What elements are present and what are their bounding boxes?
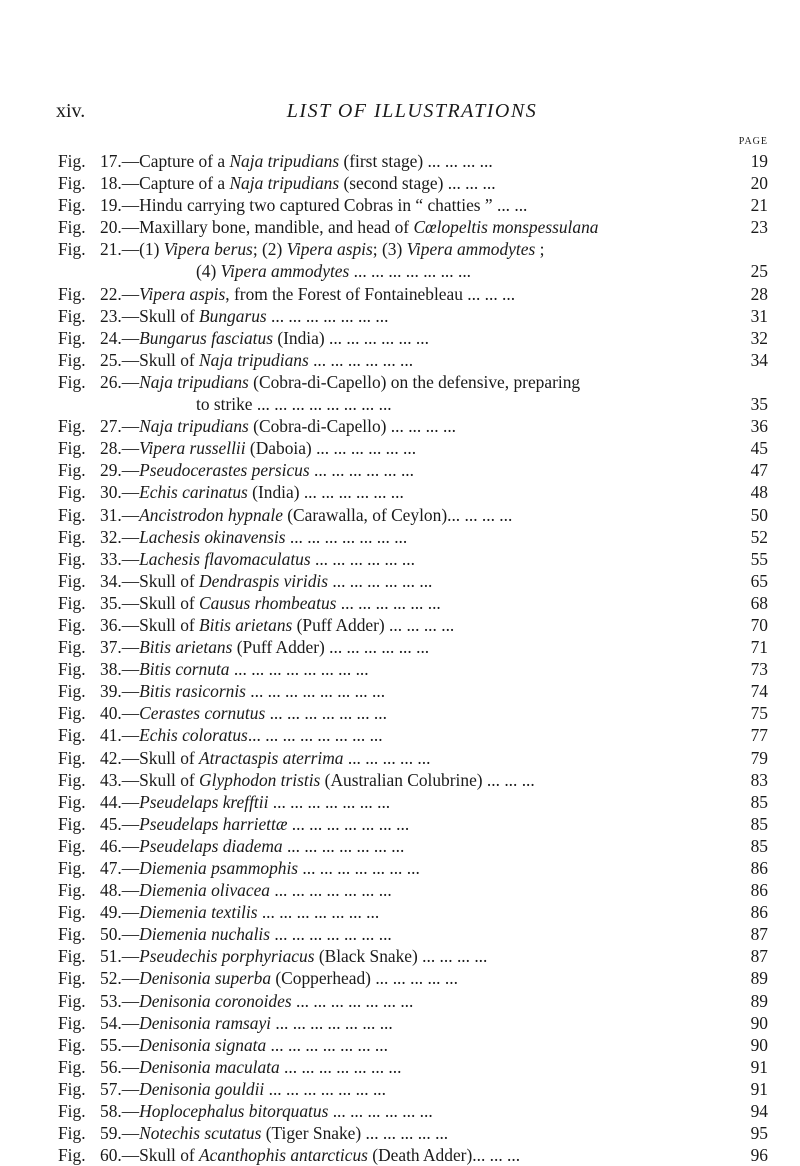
page-ref: 94 bbox=[750, 1101, 768, 1122]
entry-text: 32.—Lachesis okinavensis ... ... ... ... ... ... ... bbox=[100, 526, 408, 547]
page-ref: 79 bbox=[750, 747, 768, 768]
list-item bbox=[58, 481, 768, 503]
entry-text: 20.—Maxillary bone, mandible, and head of Cœlopeltis monspessulana bbox=[100, 217, 599, 238]
list-item bbox=[58, 216, 768, 238]
page-ref: 45 bbox=[750, 438, 768, 459]
page-ref: 36 bbox=[750, 416, 768, 437]
fig-label: Fig. bbox=[58, 924, 86, 945]
page-ref: 91 bbox=[750, 1078, 768, 1099]
fig-label: Fig. bbox=[58, 438, 86, 459]
page-ref: 77 bbox=[750, 725, 768, 746]
entry-text: 52.—Denisonia superba (Copperhead) ... ... ... ... ... bbox=[100, 968, 458, 989]
entry-text: 31.—Ancistrodon hypnale (Carawalla, of Ceylon)... ... ... ... bbox=[100, 504, 513, 525]
page-ref: 28 bbox=[750, 283, 768, 304]
fig-label: Fig. bbox=[58, 1145, 86, 1166]
page-ref: 87 bbox=[750, 924, 768, 945]
fig-label: Fig. bbox=[58, 946, 86, 967]
list-item bbox=[58, 747, 768, 769]
fig-label: Fig. bbox=[58, 990, 86, 1011]
list-item bbox=[58, 1034, 768, 1056]
page-ref bbox=[738, 371, 768, 393]
fig-label: Fig. bbox=[58, 239, 86, 260]
entry-text: 37.—Bitis arietans (Puff Adder) ... ... ... ... ... ... bbox=[100, 637, 430, 658]
fig-label: Fig. bbox=[58, 327, 86, 348]
list-item bbox=[58, 283, 768, 305]
page-ref: 52 bbox=[750, 526, 768, 547]
entry-text: 39.—Bitis rasicornis ... ... ... ... ... ... ... ... bbox=[100, 681, 386, 702]
fig-label: Fig. bbox=[58, 195, 86, 216]
list-item bbox=[58, 702, 768, 724]
fig-label: Fig. bbox=[58, 902, 86, 923]
entry-text: 21.—(1) Vipera berus; (2) Vipera aspis; (3) Vipera ammodytes ; bbox=[100, 239, 545, 260]
list-item bbox=[58, 1078, 768, 1100]
list-item bbox=[58, 415, 768, 437]
list-item bbox=[58, 879, 768, 901]
list-item bbox=[58, 327, 768, 349]
fig-label: Fig. bbox=[58, 173, 86, 194]
page-ref: 73 bbox=[750, 659, 768, 680]
entry-text: 56.—Denisonia maculata ... ... ... ... ... ... ... bbox=[100, 1056, 402, 1077]
fig-label: Fig. bbox=[58, 283, 86, 304]
list-item bbox=[58, 636, 768, 658]
list-item bbox=[58, 680, 768, 702]
list-item bbox=[58, 769, 768, 791]
list-item bbox=[58, 658, 768, 680]
list-item bbox=[58, 1012, 768, 1034]
list-item bbox=[58, 526, 768, 548]
fig-label: Fig. bbox=[58, 835, 86, 856]
list-item bbox=[58, 459, 768, 481]
page-ref: 90 bbox=[750, 1034, 768, 1055]
list-item bbox=[58, 172, 768, 194]
entry-text: (4) Vipera ammodytes ... ... ... ... ... ... ... bbox=[196, 261, 472, 282]
page-ref: 47 bbox=[750, 460, 768, 481]
list-item bbox=[58, 813, 768, 835]
entry-text: 47.—Diemenia psammophis ... ... ... ... ... ... ... bbox=[100, 858, 420, 878]
fig-label: Fig. bbox=[58, 791, 86, 812]
list-item bbox=[58, 305, 768, 327]
list-item bbox=[58, 614, 768, 636]
fig-label: Fig. bbox=[58, 769, 86, 790]
fig-label: Fig. bbox=[58, 747, 86, 768]
list-item bbox=[58, 967, 768, 989]
fig-label: Fig. bbox=[58, 548, 86, 569]
page-ref: 68 bbox=[750, 592, 768, 613]
entry-text: 50.—Diemenia nuchalis ... ... ... ... ... ... ... bbox=[100, 924, 392, 945]
fig-label: Fig. bbox=[58, 1056, 86, 1077]
list-item bbox=[58, 437, 768, 459]
page-ref: 86 bbox=[750, 858, 768, 878]
running-title: LIST OF ILLUSTRATIONS bbox=[286, 100, 538, 122]
page-ref: 90 bbox=[750, 1012, 768, 1033]
page-ref: 32 bbox=[750, 327, 768, 348]
list-item bbox=[58, 349, 768, 371]
entry-text: 60.—Skull of Acanthophis antarcticus (Death Adder)... ... ... bbox=[100, 1145, 521, 1166]
page-ref bbox=[738, 238, 768, 260]
fig-label: Fig. bbox=[58, 349, 86, 370]
entry-text: 58.—Hoplocephalus bitorquatus ... ... ... ... ... ... bbox=[100, 1101, 433, 1122]
page-ref: 19 bbox=[750, 151, 768, 171]
page-ref: 89 bbox=[750, 968, 768, 989]
entry-text: 35.—Skull of Causus rhombeatus ... ... ... ... ... ... bbox=[100, 592, 441, 613]
entry-text: 19.—Hindu carrying two captured Cobras in “ chatties ” ... ... bbox=[100, 195, 528, 216]
fig-label: Fig. bbox=[58, 1123, 86, 1144]
entry-text: 18.—Capture of a Naja tripudians (second stage) ... ... ... bbox=[100, 173, 496, 194]
fig-label: Fig. bbox=[58, 659, 86, 680]
entry-text: 59.—Notechis scutatus (Tiger Snake) ... ... ... ... ... bbox=[100, 1123, 449, 1144]
entry-text: 46.—Pseudelaps diadema ... ... ... ... ... ... ... bbox=[100, 835, 405, 856]
page-ref: 89 bbox=[750, 990, 768, 1011]
list-item bbox=[58, 724, 768, 746]
page-ref: 74 bbox=[750, 681, 768, 702]
entry-text: 45.—Pseudelaps harriettæ ... ... ... ... ... ... ... bbox=[100, 813, 410, 834]
entry-text: 28.—Vipera russellii (Daboia) ... ... ... ... ... ... bbox=[100, 438, 417, 459]
illustration-list bbox=[58, 150, 768, 1166]
page-ref: 85 bbox=[750, 791, 768, 812]
fig-label: Fig. bbox=[58, 416, 86, 437]
fig-label: Fig. bbox=[58, 217, 86, 238]
page-ref: 86 bbox=[750, 880, 768, 901]
list-item-continuation bbox=[58, 393, 768, 415]
fig-label: Fig. bbox=[58, 1012, 86, 1033]
page-ref: 55 bbox=[750, 548, 768, 569]
fig-label: Fig. bbox=[58, 703, 86, 724]
entry-text: 55.—Denisonia signata ... ... ... ... ... ... ... bbox=[100, 1034, 388, 1055]
entry-text: 40.—Cerastes cornutus ... ... ... ... ... ... ... bbox=[100, 703, 387, 724]
fig-label: Fig. bbox=[58, 1101, 86, 1122]
list-item bbox=[58, 504, 768, 526]
list-item bbox=[58, 990, 768, 1012]
page-column-label: PAGE bbox=[738, 136, 768, 147]
fig-label: Fig. bbox=[58, 504, 86, 525]
page-ref: 86 bbox=[750, 902, 768, 923]
entry-text: 51.—Pseudechis porphyriacus (Black Snake) ... ... ... ... bbox=[100, 946, 488, 967]
fig-label: Fig. bbox=[58, 880, 86, 901]
page-ref: 96 bbox=[750, 1145, 768, 1166]
fig-label: Fig. bbox=[58, 725, 86, 746]
entry-text: 30.—Echis carinatus (India) ... ... ... ... ... ... bbox=[100, 482, 404, 503]
page-ref: 71 bbox=[750, 637, 768, 658]
page-ref: 50 bbox=[750, 504, 768, 525]
list-item bbox=[58, 548, 768, 570]
page-ref: 21 bbox=[750, 195, 768, 216]
list-item bbox=[58, 371, 768, 393]
entry-text: 22.—Vipera aspis, from the Forest of Fontainebleau ... ... ... bbox=[100, 283, 516, 304]
entry-text: 53.—Denisonia coronoides ... ... ... ... ... ... ... bbox=[100, 990, 414, 1011]
fig-label: Fig. bbox=[58, 1034, 86, 1055]
fig-label: Fig. bbox=[58, 858, 86, 878]
page-ref: 34 bbox=[750, 349, 768, 370]
entry-text: 36.—Skull of Bitis arietans (Puff Adder) ... ... ... ... bbox=[100, 614, 455, 635]
list-item bbox=[58, 835, 768, 857]
list-item bbox=[58, 150, 768, 172]
page-ref: 48 bbox=[750, 482, 768, 503]
page-ref: 75 bbox=[750, 703, 768, 724]
fig-label: Fig. bbox=[58, 592, 86, 613]
page-ref: 20 bbox=[750, 173, 768, 194]
fig-label: Fig. bbox=[58, 637, 86, 658]
entry-text: 41.—Echis coloratus... ... ... ... ... ... ... ... bbox=[100, 725, 383, 746]
list-item bbox=[58, 1100, 768, 1122]
fig-label: Fig. bbox=[58, 614, 86, 635]
entry-text: 48.—Diemenia olivacea ... ... ... ... ... ... ... bbox=[100, 880, 392, 901]
list-item bbox=[58, 901, 768, 923]
entry-text: 43.—Skull of Glyphodon tristis (Australian Colubrine) ... ... ... bbox=[100, 769, 535, 790]
fig-label: Fig. bbox=[58, 371, 86, 392]
list-item bbox=[58, 194, 768, 216]
page-ref: 85 bbox=[750, 835, 768, 856]
page-ref: 87 bbox=[750, 946, 768, 967]
list-item-continuation bbox=[58, 260, 768, 282]
list-item bbox=[58, 857, 768, 879]
page-ref: 35 bbox=[750, 394, 768, 415]
page-ref: 91 bbox=[750, 1056, 768, 1077]
entry-text: 29.—Pseudocerastes persicus ... ... ... ... ... ... bbox=[100, 460, 414, 481]
entry-text: 34.—Skull of Dendraspis viridis ... ... ... ... ... ... bbox=[100, 570, 433, 591]
entry-text: to strike ... ... ... ... ... ... ... ... bbox=[196, 394, 392, 415]
list-item bbox=[58, 945, 768, 967]
list-item bbox=[58, 791, 768, 813]
entry-text: 26.—Naja tripudians (Cobra-di-Capello) on the defensive, preparing bbox=[100, 371, 581, 392]
page-ref: 23 bbox=[750, 217, 768, 238]
entry-text: 23.—Skull of Bungarus ... ... ... ... ... ... ... bbox=[100, 305, 389, 326]
page-ref: 70 bbox=[750, 614, 768, 635]
fig-label: Fig. bbox=[58, 1078, 86, 1099]
page-number: xiv. bbox=[56, 100, 86, 122]
fig-label: Fig. bbox=[58, 151, 86, 171]
fig-label: Fig. bbox=[58, 526, 86, 547]
page-ref: 83 bbox=[750, 769, 768, 790]
entry-text: 33.—Lachesis flavomaculatus ... ... ... ... ... ... bbox=[100, 548, 415, 569]
fig-label: Fig. bbox=[58, 968, 86, 989]
entry-text: 27.—Naja tripudians (Cobra-di-Capello) ... ... ... ... bbox=[100, 416, 457, 437]
fig-label: Fig. bbox=[58, 460, 86, 481]
page-ref: 31 bbox=[750, 305, 768, 326]
fig-label: Fig. bbox=[58, 305, 86, 326]
entry-text: 54.—Denisonia ramsayi ... ... ... ... ... ... ... bbox=[100, 1012, 393, 1033]
list-item bbox=[58, 923, 768, 945]
entry-text: 42.—Skull of Atractaspis aterrima ... ... ... ... ... bbox=[100, 747, 431, 768]
list-item bbox=[58, 592, 768, 614]
fig-label: Fig. bbox=[58, 570, 86, 591]
entry-text: 24.—Bungarus fasciatus (India) ... ... ... ... ... ... bbox=[100, 327, 429, 348]
fig-label: Fig. bbox=[58, 482, 86, 503]
entry-text: 38.—Bitis cornuta ... ... ... ... ... ... ... ... bbox=[100, 659, 369, 680]
list-item bbox=[58, 570, 768, 592]
fig-label bbox=[58, 260, 100, 282]
page-header bbox=[56, 100, 768, 126]
list-item bbox=[58, 238, 768, 260]
list-item bbox=[58, 1122, 768, 1144]
entry-text: 44.—Pseudelaps krefftii ... ... ... ... ... ... ... bbox=[100, 791, 391, 812]
list-item bbox=[58, 1144, 768, 1166]
entry-text: 49.—Diemenia textilis ... ... ... ... ... ... ... bbox=[100, 902, 380, 923]
fig-label: Fig. bbox=[58, 681, 86, 702]
entry-text: 57.—Denisonia gouldii ... ... ... ... ... ... ... bbox=[100, 1078, 386, 1099]
entry-text: 25.—Skull of Naja tripudians ... ... ... ... ... ... bbox=[100, 349, 414, 370]
page-ref: 85 bbox=[750, 813, 768, 834]
page-ref: 95 bbox=[750, 1123, 768, 1144]
fig-label bbox=[58, 393, 100, 415]
page-ref: 65 bbox=[750, 570, 768, 591]
list-item bbox=[58, 1056, 768, 1078]
entry-text: 17.—Capture of a Naja tripudians (first stage) ... ... ... ... bbox=[100, 151, 493, 171]
page-ref: 25 bbox=[750, 261, 768, 282]
fig-label: Fig. bbox=[58, 813, 86, 834]
